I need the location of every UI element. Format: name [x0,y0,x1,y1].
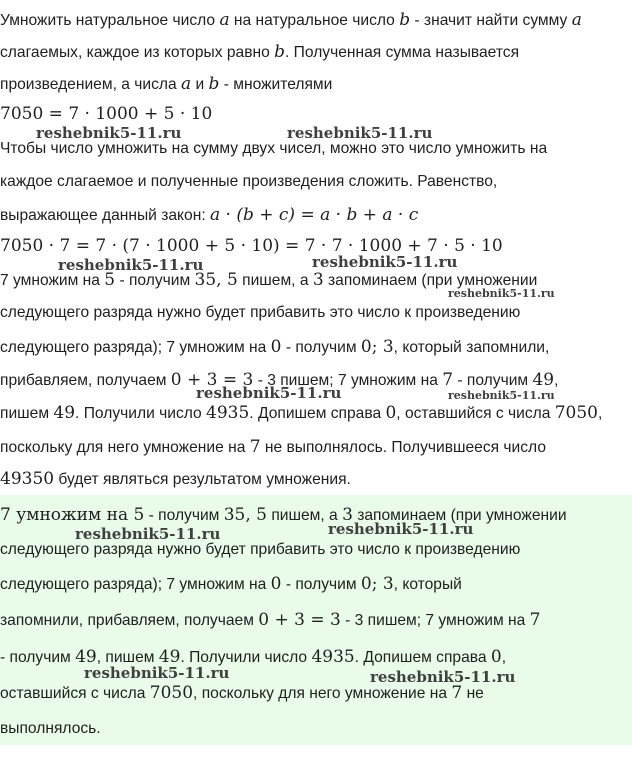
watermark: reshebnik5-11.ru [370,668,516,686]
watermark: reshebnik5-11.ru [287,124,433,142]
answer-line-7: выполнялось. [0,720,101,737]
explanation-line-3: следующего разряда); 7 умножим на 0 - получим 0; 3, который запомнили, [0,337,550,357]
explanation-line-4: прибавляем, получаем 0 + 3 = 3 - 3 пишем; 7 умножим на 7 - получим 49, [0,370,559,390]
watermark: reshebnik5-11.ru [312,253,458,271]
answer-line-5: - получим 49, пишем 49. Получили число 4935. Допишем справа 0, [0,647,507,667]
answer-line-6: оставшийся с числа 7050, поскольку для него умножение на 7 не [0,683,484,703]
expansion-formula: 7050 = 7 · 1000 + 5 · 10 [0,104,213,124]
theory-line-6: выражающее данный закон: a · (b + c) = a · b + a · c [0,205,419,225]
watermark: reshebnik5-11.ru [448,389,555,402]
theory-line-3: произведением, а числа a и b - множителями [0,74,333,94]
theory-line-5: каждое слагаемое и полученные произведения сложить. Равенство, [0,173,498,190]
watermark: reshebnik5-11.ru [36,124,182,142]
watermark: reshebnik5-11.ru [196,384,342,402]
answer-line-4: запомнили, прибавляем, получаем 0 + 3 = 3 - 3 пишем; 7 умножим на 7 [0,610,541,630]
watermark: reshebnik5-11.ru [75,525,221,543]
explanation-line-1: 7 умножим на 5 - получим 35, 5 пишем, а 3 запоминаем (при умножении [0,270,538,290]
explanation-line-7: 49350 будет являться результатом умножения. [0,469,351,489]
theory-line-2: слагаемых, каждое из которых равно b. Полученная сумма называется [0,42,520,62]
theory-line-1: Умножить натуральное число a на натуральное число b - значит найти сумму a [0,10,582,30]
watermark: reshebnik5-11.ru [58,256,204,274]
answer-line-2: следующего разряда нужно будет прибавить это число к произведению [0,541,521,558]
explanation-line-2: следующего разряда нужно будет прибавить это число к произведению [0,304,521,321]
answer-line-3: следующего разряда); 7 умножим на 0 - получим 0; 3, который [0,574,462,594]
watermark: reshebnik5-11.ru [448,287,555,300]
watermark: reshebnik5-11.ru [328,520,474,538]
distributive-formula: 7050 · 7 = 7 · (7 · 1000 + 5 · 10) = 7 · 7 · 1000 + 7 · 5 · 10 [0,236,503,256]
explanation-line-6: поскольку для него умножение на 7 не выполнялось. Получившееся число [0,437,546,457]
watermark: reshebnik5-11.ru [84,664,230,682]
answer-line-1: 7 умножим на 5 - получим 35, 5 пишем, а 3 запоминаем (при умножении [0,505,567,525]
explanation-line-5: пишем 49. Получили число 4935. Допишем справа 0, оставшийся с числа 7050, [0,403,603,423]
theory-line-4: Чтобы число умножить на сумму двух чисел, можно это число умножить на [0,140,548,157]
